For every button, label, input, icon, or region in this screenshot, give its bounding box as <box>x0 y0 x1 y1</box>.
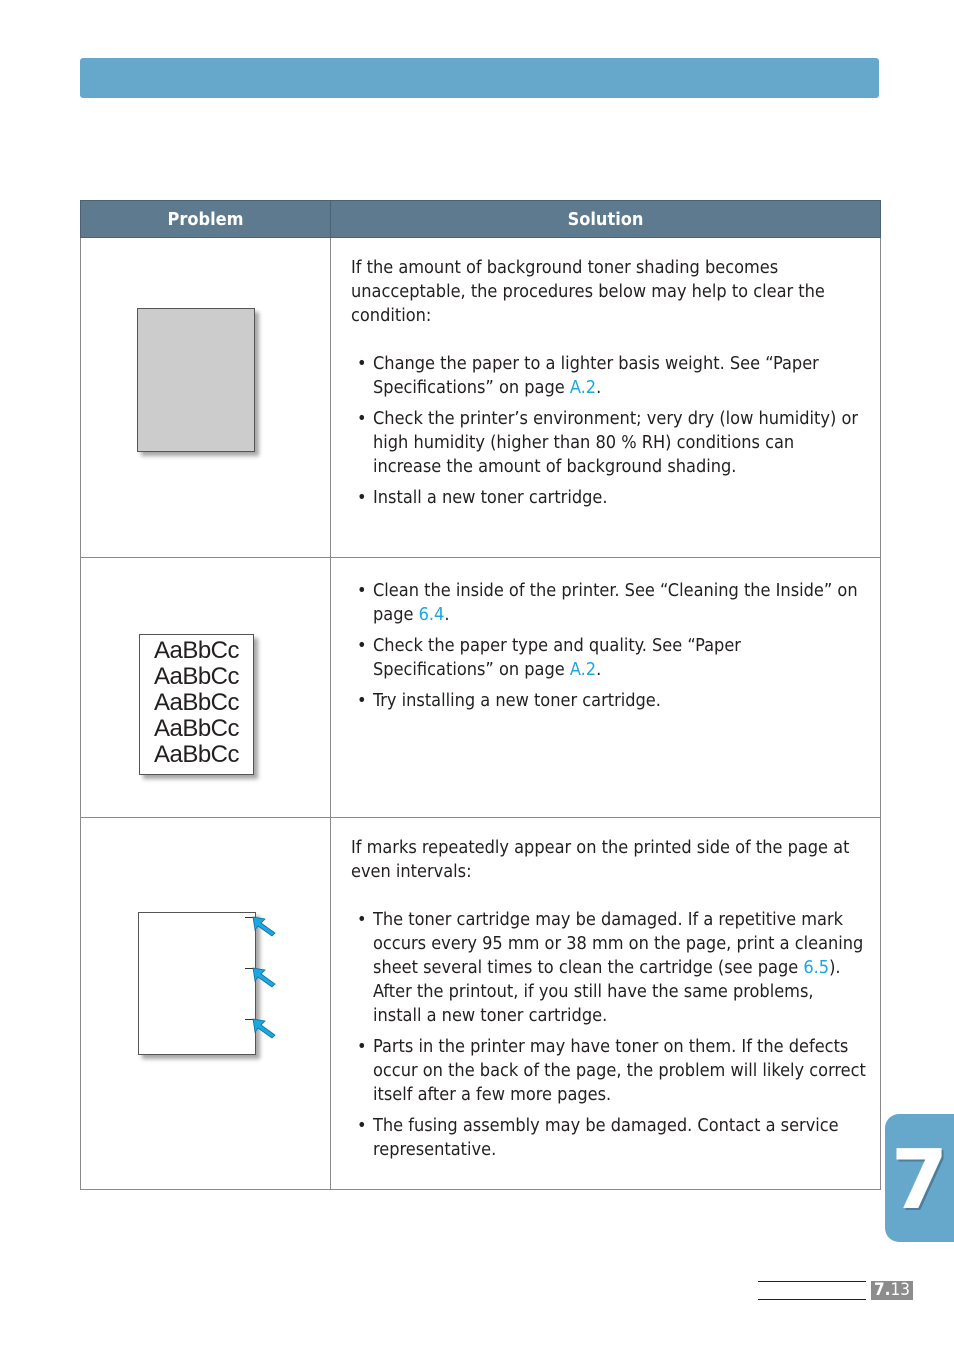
page-link[interactable]: A.2 <box>569 377 597 398</box>
solution-cell <box>331 818 881 1190</box>
gray-background-page-illustration <box>137 308 255 452</box>
page-number-rule <box>758 1281 866 1282</box>
table-row <box>81 818 881 1190</box>
solution-cell <box>331 238 881 558</box>
list-item: • Check the printer’s environment; very dry (low humidity) or high humidity (higher than 80 % RH) conditions can increase the amount of background shading. <box>351 407 866 479</box>
sample-line: AaBbCc <box>153 715 240 742</box>
arrow-icon <box>251 1017 277 1039</box>
sample-line: AaBbCc <box>153 689 240 716</box>
solution-intro: If marks repeatedly appear on the printed side of the page at even intervals: <box>351 837 850 882</box>
list-item: • Change the paper to a lighter basis weight. See “Paper Specifications” on page A.2. <box>351 352 866 400</box>
arrow-icon <box>251 915 277 937</box>
page-link[interactable]: 6.4 <box>418 604 445 625</box>
problem-column-header: Problem <box>81 201 331 238</box>
table-row <box>81 238 881 558</box>
header-banner <box>80 58 879 98</box>
troubleshooting-table <box>80 200 881 1190</box>
page-number-rule <box>758 1299 866 1300</box>
chapter-number: 7 <box>890 1133 949 1228</box>
list-item: • Clean the inside of the printer. See “Cleaning the Inside” on page 6.4. <box>351 579 866 627</box>
arrow-icon <box>251 966 277 988</box>
solution-cell <box>331 558 881 818</box>
solution-list <box>351 579 866 713</box>
repetitive-marks-page-illustration <box>138 912 256 1055</box>
list-item: • Install a new toner cartridge. <box>351 486 866 510</box>
page-number: 7.13 <box>871 1281 913 1300</box>
sample-line: AaBbCc <box>153 663 240 690</box>
sample-line: AaBbCc <box>153 637 240 664</box>
list-item: • Parts in the printer may have toner on them. If the defects occur on the back of the page, the problem will likely correct itself after a few more pages. <box>351 1035 866 1107</box>
solution-column-header: Solution <box>331 201 881 238</box>
list-item: • The fusing assembly may be damaged. Contact a service representative. <box>351 1114 866 1162</box>
toner-specks-sample-illustration <box>139 634 254 775</box>
page-link[interactable]: 6.5 <box>803 957 830 978</box>
list-item: • Try installing a new toner cartridge. <box>351 689 866 713</box>
page-link[interactable]: A.2 <box>569 659 597 680</box>
sample-line: AaBbCc <box>153 741 240 768</box>
list-item: • The toner cartridge may be damaged. If a repetitive mark occurs every 95 mm or 38 mm on the page, print a cleaning sheet several times to clean the cartridge (see page 6.5). After the printout, if you still have the same problems, install a new toner cartridge. <box>351 908 866 1028</box>
solution-list <box>351 352 866 510</box>
problem-cell <box>81 558 331 818</box>
problem-cell <box>81 818 331 1190</box>
problem-cell <box>81 238 331 558</box>
table-row <box>81 558 881 818</box>
chapter-tab <box>885 1114 954 1242</box>
solution-intro: If the amount of background toner shading becomes unacceptable, the procedures below may help to clear the condition: <box>351 257 825 326</box>
list-item: • Check the paper type and quality. See “Paper Specifications” on page A.2. <box>351 634 866 682</box>
solution-list <box>351 908 866 1162</box>
